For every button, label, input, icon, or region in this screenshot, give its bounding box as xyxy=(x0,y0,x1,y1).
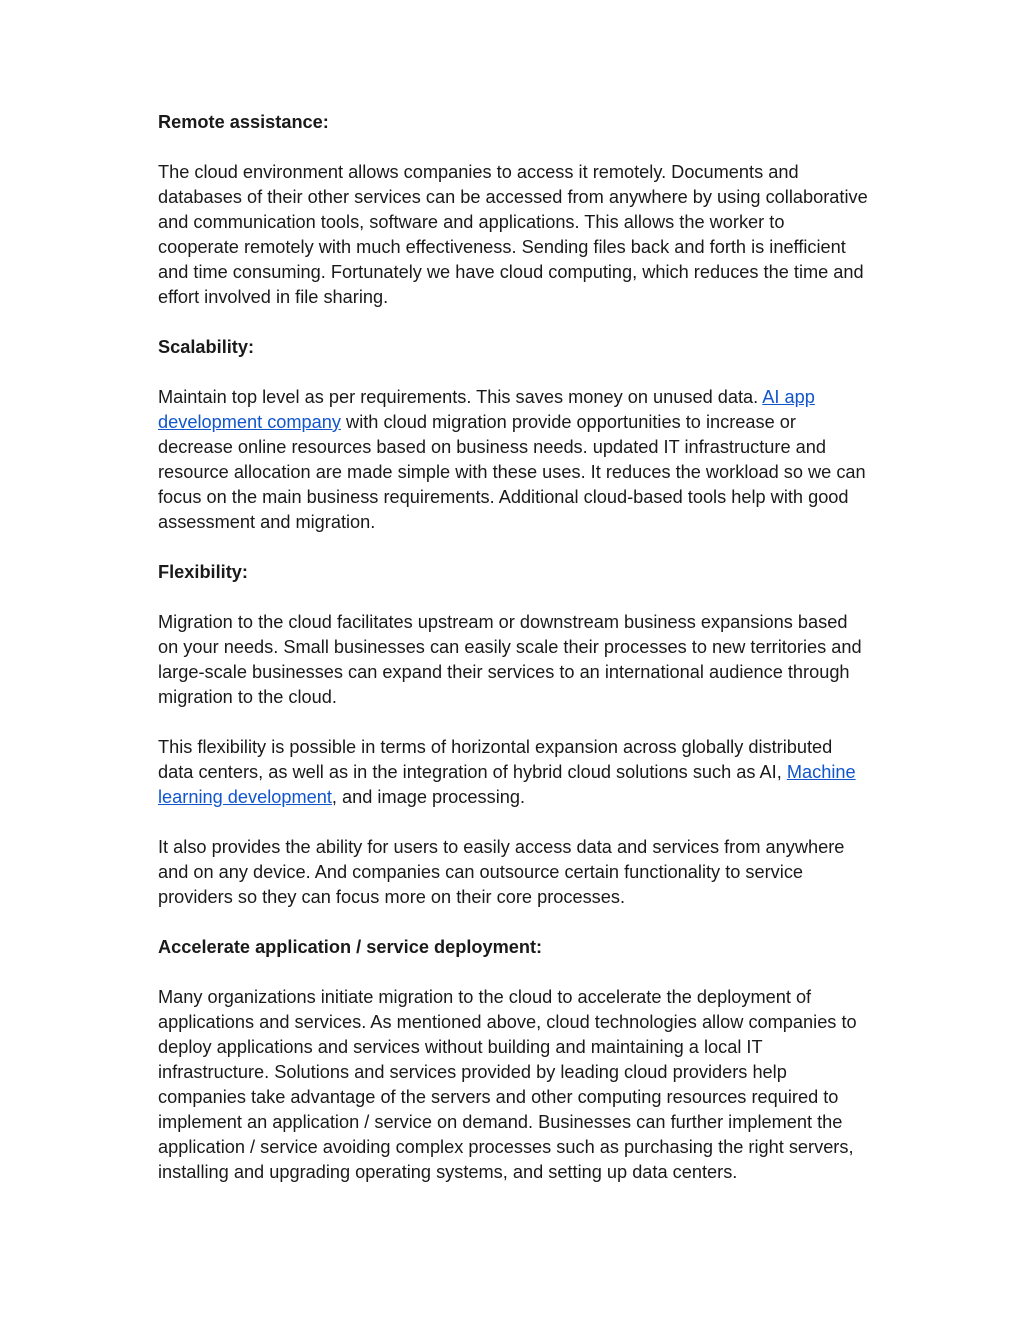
ai-app-development-link[interactable]: AI app development company xyxy=(158,387,815,432)
scalability-paragraph xyxy=(158,385,870,535)
scalability-text-after-link: with cloud migration provide opportunities to increase or decrease online resources based on business needs. updated IT infrastructure and resource allocation are made simple with these uses. It reduces the workload so we can focus on the main business requirements. Additional cloud-based tools help with good assessment and migration. xyxy=(158,412,866,532)
flexibility-text-after-link: , and image processing. xyxy=(331,787,526,807)
flexibility-text-before-link: This flexibility is possible in terms of horizontal expansion across globally distributed data centers, as well as in the integration of hybrid cloud solutions such as AI, xyxy=(158,737,833,782)
section-heading-accelerate-deployment: Accelerate application / service deployment: xyxy=(158,937,543,957)
accelerate-deployment-paragraph: Many organizations initiate migration to the cloud to accelerate the deployment of applications and services. As mentioned above, cloud technologies allow companies to deploy applications and services without building and maintaining a local IT infrastructure. Solutions and services provided by leading cloud providers help companies take advantage of the servers and other computing resources required to implement an application / service on demand. Businesses can further implement the application / service avoiding complex processes such as purchasing the right servers, installing and upgrading operating systems, and setting up data centers. xyxy=(158,987,857,1182)
section-heading-flexibility: Flexibility: xyxy=(158,562,248,582)
machine-learning-development-link[interactable]: Machine learning development xyxy=(158,762,856,807)
document-page xyxy=(158,110,870,1210)
flexibility-paragraph-1: Migration to the cloud facilitates upstream or downstream business expansions based on your needs. Small businesses can easily scale their processes to new territories and large-scale businesses can expand their services to an international audience through migration to the cloud. xyxy=(158,612,862,707)
scalability-text-before-link: Maintain top level as per requirements. This saves money on unused data. xyxy=(158,387,763,407)
flexibility-paragraph-3: It also provides the ability for users to easily access data and services from anywhere and on any device. And companies can outsource certain functionality to service providers so they can focus more on their core processes. xyxy=(158,837,845,907)
remote-assistance-paragraph: The cloud environment allows companies to access it remotely. Documents and databases of their other services can be accessed from anywhere by using collaborative and communication tools, software and applications. This allows the worker to cooperate remotely with much effectiveness. Sending files back and forth is inefficient and time consuming. Fortunately we have cloud computing, which reduces the time and effort involved in file sharing. xyxy=(158,162,868,307)
section-heading-remote-assistance: Remote assistance: xyxy=(158,112,329,132)
section-heading-scalability: Scalability: xyxy=(158,337,255,357)
flexibility-paragraph-2 xyxy=(158,735,870,810)
